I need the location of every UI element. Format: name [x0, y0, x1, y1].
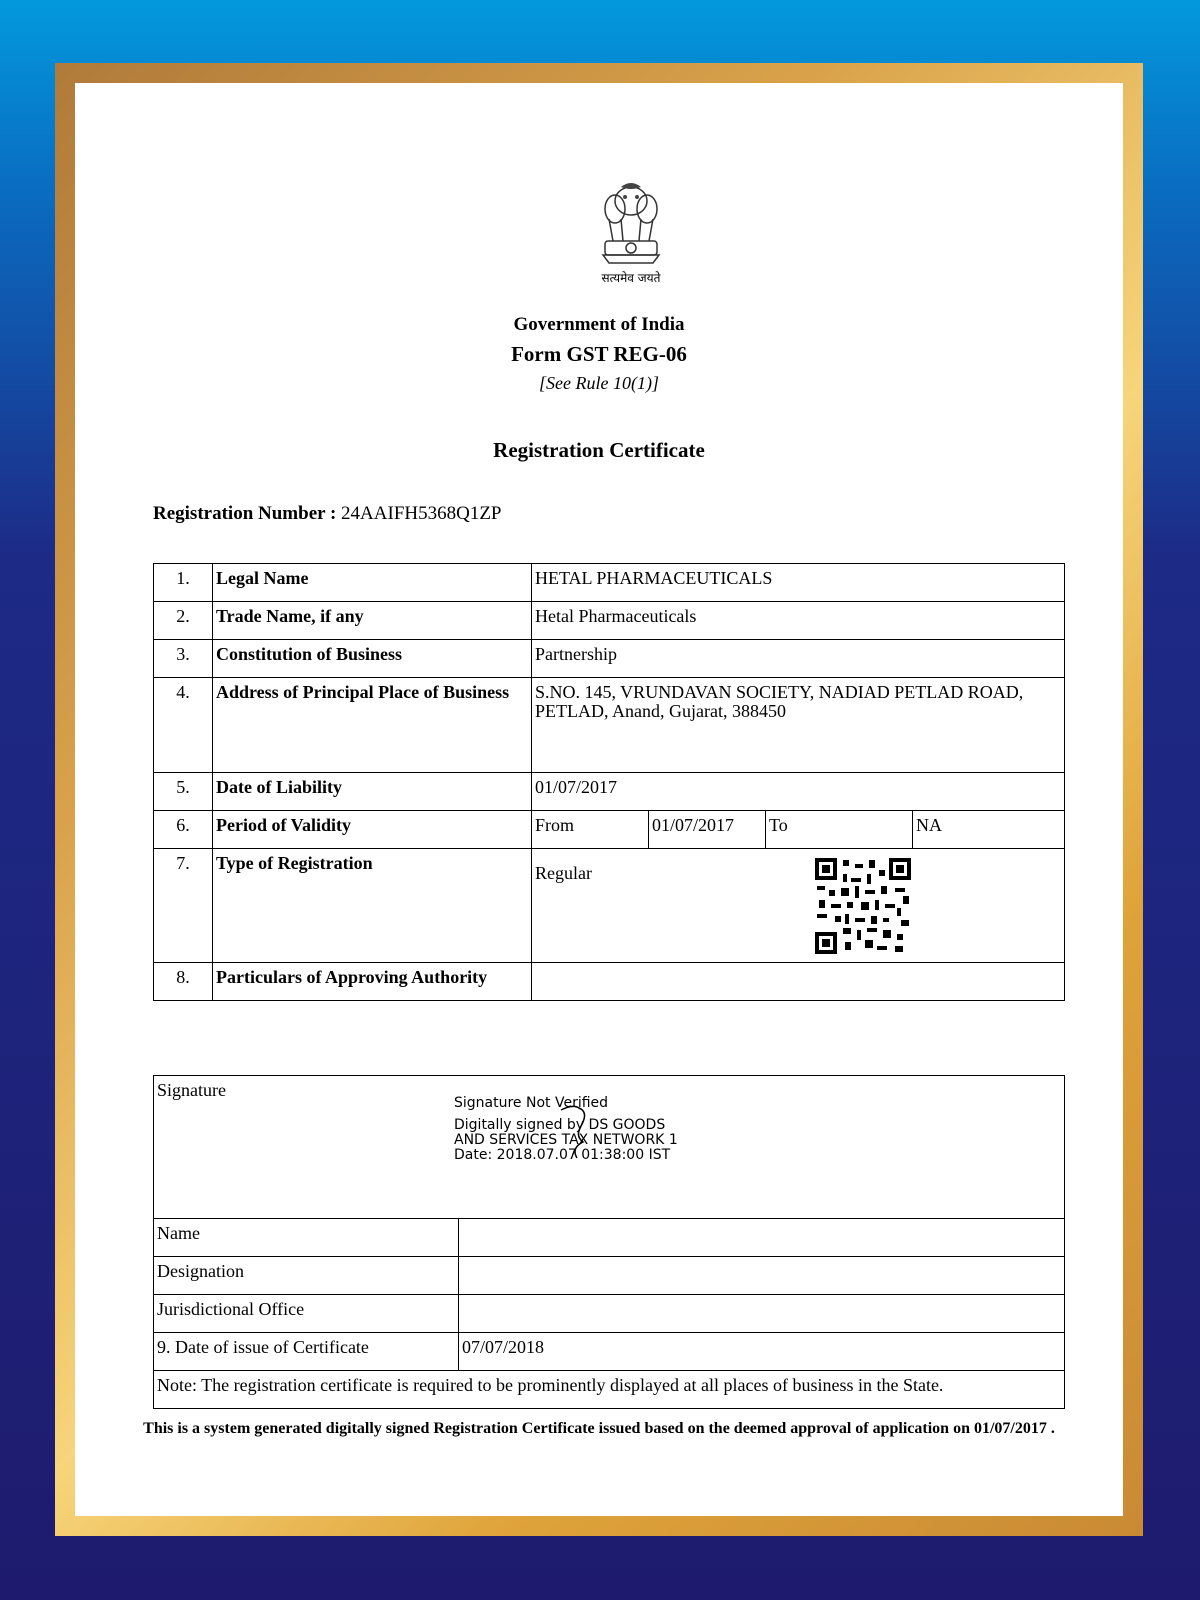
designation-label: Designation [154, 1257, 459, 1295]
certificate-page [75, 83, 1123, 1516]
table-row [154, 564, 1065, 602]
certificate-title: Registration Certificate [493, 438, 705, 462]
trade-name-value: Hetal Pharmaceuticals [532, 602, 1065, 640]
qr-code-icon [815, 858, 911, 954]
row-number: 1. [154, 564, 213, 602]
table-row [154, 1333, 1065, 1371]
row-label: Legal Name [213, 564, 532, 602]
signature-label: Signature [157, 1080, 226, 1100]
registration-type-cell [532, 849, 1065, 963]
row-label: Particulars of Approving Authority [213, 963, 532, 1001]
legal-name-value: HETAL PHARMACEUTICALS [532, 564, 1065, 602]
table-row [154, 963, 1065, 1001]
address-value: S.NO. 145, VRUNDAVAN SOCIETY, NADIAD PETLAD ROAD, PETLAD, Anand, Gujarat, 388450 [532, 678, 1065, 773]
registration-number-value: 24AAIFH5368Q1ZP [341, 503, 502, 524]
row-number: 5. [154, 773, 213, 811]
rule-reference: [See Rule 10(1)] [539, 373, 659, 393]
table-row [154, 1295, 1065, 1333]
certificate-border [55, 63, 1143, 1536]
row-label: Date of Liability [213, 773, 532, 811]
row-label: Address of Principal Place of Business [213, 678, 532, 773]
signature-row [154, 1076, 1065, 1219]
row-label: Constitution of Business [213, 640, 532, 678]
row-number: 3. [154, 640, 213, 678]
row-number: 7. [154, 849, 213, 963]
table-row [154, 773, 1065, 811]
authority-table [153, 1075, 1065, 1409]
details-table [153, 563, 1065, 1001]
table-row [154, 1257, 1065, 1295]
issue-date-label: 9. Date of issue of Certificate [154, 1333, 459, 1371]
signature-signer: Digitally signed by DS GOODS [454, 1117, 666, 1133]
row-number: 8. [154, 963, 213, 1001]
registration-number-label: Registration Number : [153, 503, 337, 524]
validity-to-value: NA [913, 811, 1065, 849]
row-number: 4. [154, 678, 213, 773]
table-row [154, 678, 1065, 773]
row-number: 2. [154, 602, 213, 640]
validity-to-label: To [766, 811, 913, 849]
emblem-motto: सत्यमेव जयते [601, 271, 661, 285]
row-label: Type of Registration [213, 849, 532, 963]
row-number: 6. [154, 811, 213, 849]
check-mark-icon [559, 1102, 599, 1162]
table-row [154, 1371, 1065, 1409]
registration-number [153, 503, 502, 525]
display-note: Note: The registration certificate is required to be prominently displayed at all places of business in the State. [154, 1371, 1065, 1409]
form-title: Form GST REG-06 [511, 342, 687, 366]
approving-authority-value [532, 963, 1065, 1001]
row-label: Period of Validity [213, 811, 532, 849]
registration-type-value: Regular [535, 863, 592, 883]
name-value [459, 1219, 1065, 1257]
liability-date-value: 01/07/2017 [532, 773, 1065, 811]
government-heading: Government of India [513, 314, 685, 335]
table-row [154, 1219, 1065, 1257]
signature-box [154, 1076, 1064, 1218]
designation-value [459, 1257, 1065, 1295]
validity-from-label: From [532, 811, 649, 849]
issue-date-value: 07/07/2018 [459, 1333, 1065, 1371]
signature-signer-cont: AND SERVICES TAX NETWORK 1 [454, 1132, 678, 1148]
signature-date: Date: 2018.07.07 01:38:00 IST [454, 1147, 671, 1163]
name-label: Name [154, 1219, 459, 1257]
footer-statement: This is a system generated digitally signed Registration Certificate issued based on the deemed approval of application on 01/07/2017 . [143, 1420, 1055, 1437]
signature-status: Signature Not Verified [454, 1095, 609, 1111]
validity-from-value: 01/07/2017 [649, 811, 766, 849]
jurisdictional-office-label: Jurisdictional Office [154, 1295, 459, 1333]
jurisdictional-office-value [459, 1295, 1065, 1333]
table-row [154, 811, 1065, 849]
row-label: Trade Name, if any [213, 602, 532, 640]
table-row [154, 849, 1065, 963]
table-row [154, 640, 1065, 678]
constitution-value: Partnership [532, 640, 1065, 678]
table-row [154, 602, 1065, 640]
